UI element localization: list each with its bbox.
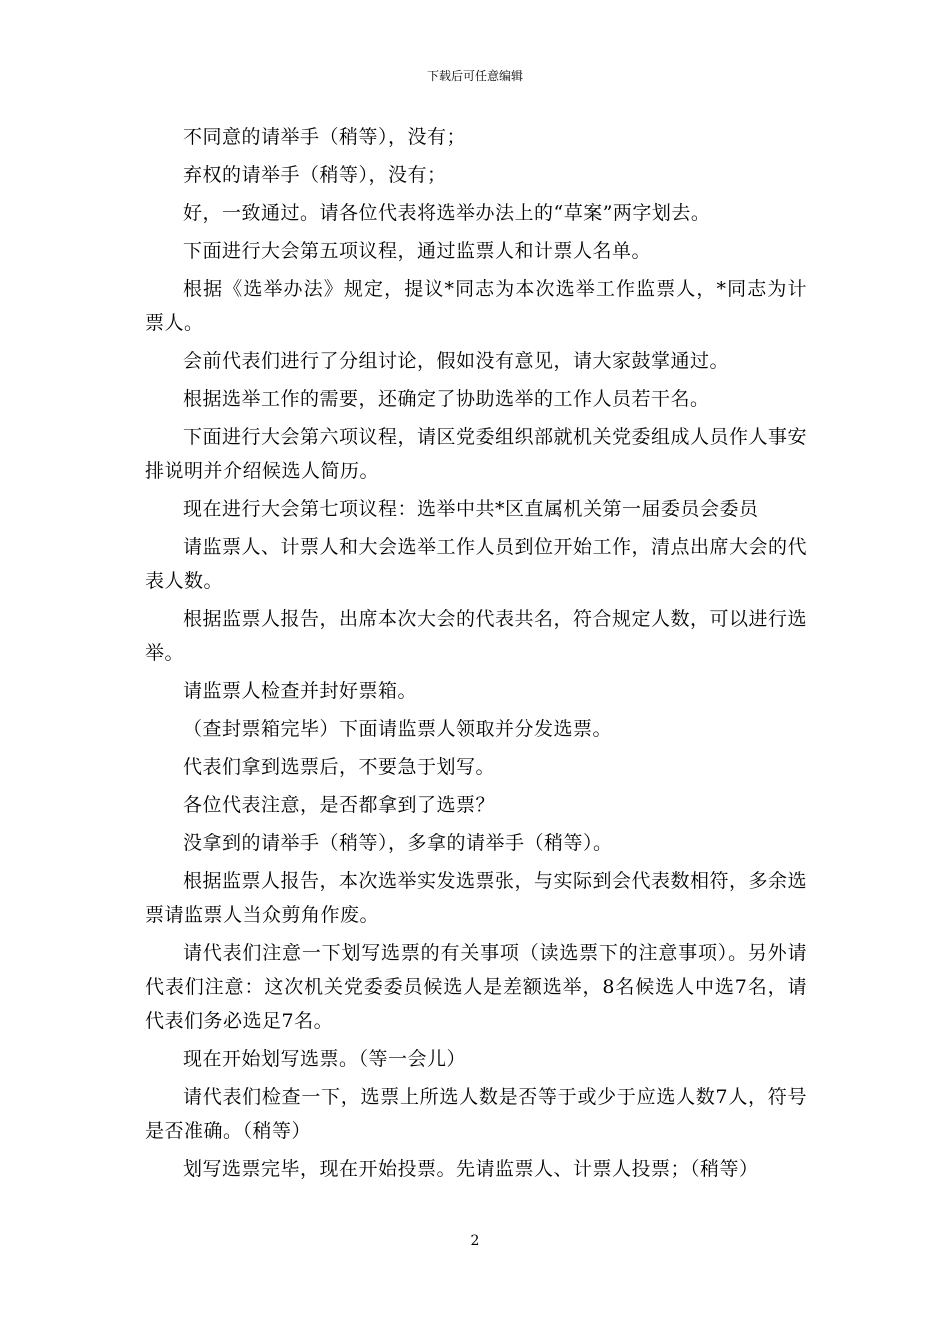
paragraph: 会前代表们进行了分组讨论，假如没有意见，请大家鼓掌通过。 (183, 350, 730, 372)
paragraph: 请代表们检查一下，选票上所选人数是否等于或少于应选人数7人，符号是否准确。（稍等） (145, 1086, 807, 1142)
paragraph: 根据监票人报告，出席本次大会的代表共名，符合规定人数，可以进行选举。 (145, 608, 808, 664)
paragraph: 代表们拿到选票后，不要急于划写。 (183, 756, 496, 778)
paragraph: 划写选票完毕，现在开始投票。先请监票人、计票人投票；（稍等） (183, 1158, 759, 1180)
paragraph: 根据选举工作的需要，还确定了协助选举的工作人员若干名。 (183, 388, 710, 410)
paragraph: 没拿到的请举手（稍等），多拿的请举手（稍等）。 (183, 832, 613, 854)
document-body (145, 120, 807, 1190)
page-number: 2 (470, 1233, 480, 1249)
paragraph: 下面进行大会第五项议程，通过监票人和计票人名单。 (183, 240, 652, 262)
paragraph: （查封票箱完毕）下面请监票人领取并分发选票。 (183, 718, 613, 740)
paragraph: 不同意的请举手（稍等），没有； (183, 126, 467, 148)
paragraph: 请监票人、计票人和大会选举工作人员到位开始工作，清点出席大会的代表人数。 (145, 536, 808, 592)
paragraph: 现在进行大会第七项议程：选举中共*区直属机关第一届委员会委员 (183, 498, 759, 520)
paragraph: 好，一致通过。请各位代表将选举办法上的“草案”两字划去。 (183, 202, 711, 224)
paragraph: 根据《选举办法》规定，提议*同志为本次选举工作监票人，*同志为计票人。 (145, 278, 807, 334)
paragraph: 根据监票人报告，本次选举实发选票张，与实际到会代表数相符，多余选票请监票人当众剪角作废。 (145, 870, 808, 926)
paragraph: 请监票人检查并封好票箱。 (183, 680, 418, 702)
paragraph: 弃权的请举手（稍等），没有； (183, 164, 447, 186)
paragraph: 各位代表注意，是否都拿到了选票？ (183, 794, 496, 816)
paragraph: 下面进行大会第六项议程，请区党委组织部就机关党委组成人员作人事安排说明并介绍候选人简历。 (145, 426, 808, 482)
paragraph: 现在开始划写选票。（等一会儿） (183, 1048, 467, 1070)
page-header: 下载后可任意编辑 (426, 69, 523, 83)
paragraph: 请代表们注意一下划写选票的有关事项（读选票下的注意事项）。另外请代表们注意：这次机关党委委员候选人是差额选举，8名候选人中选7名，请代表们务必选足7名。 (145, 942, 807, 1032)
